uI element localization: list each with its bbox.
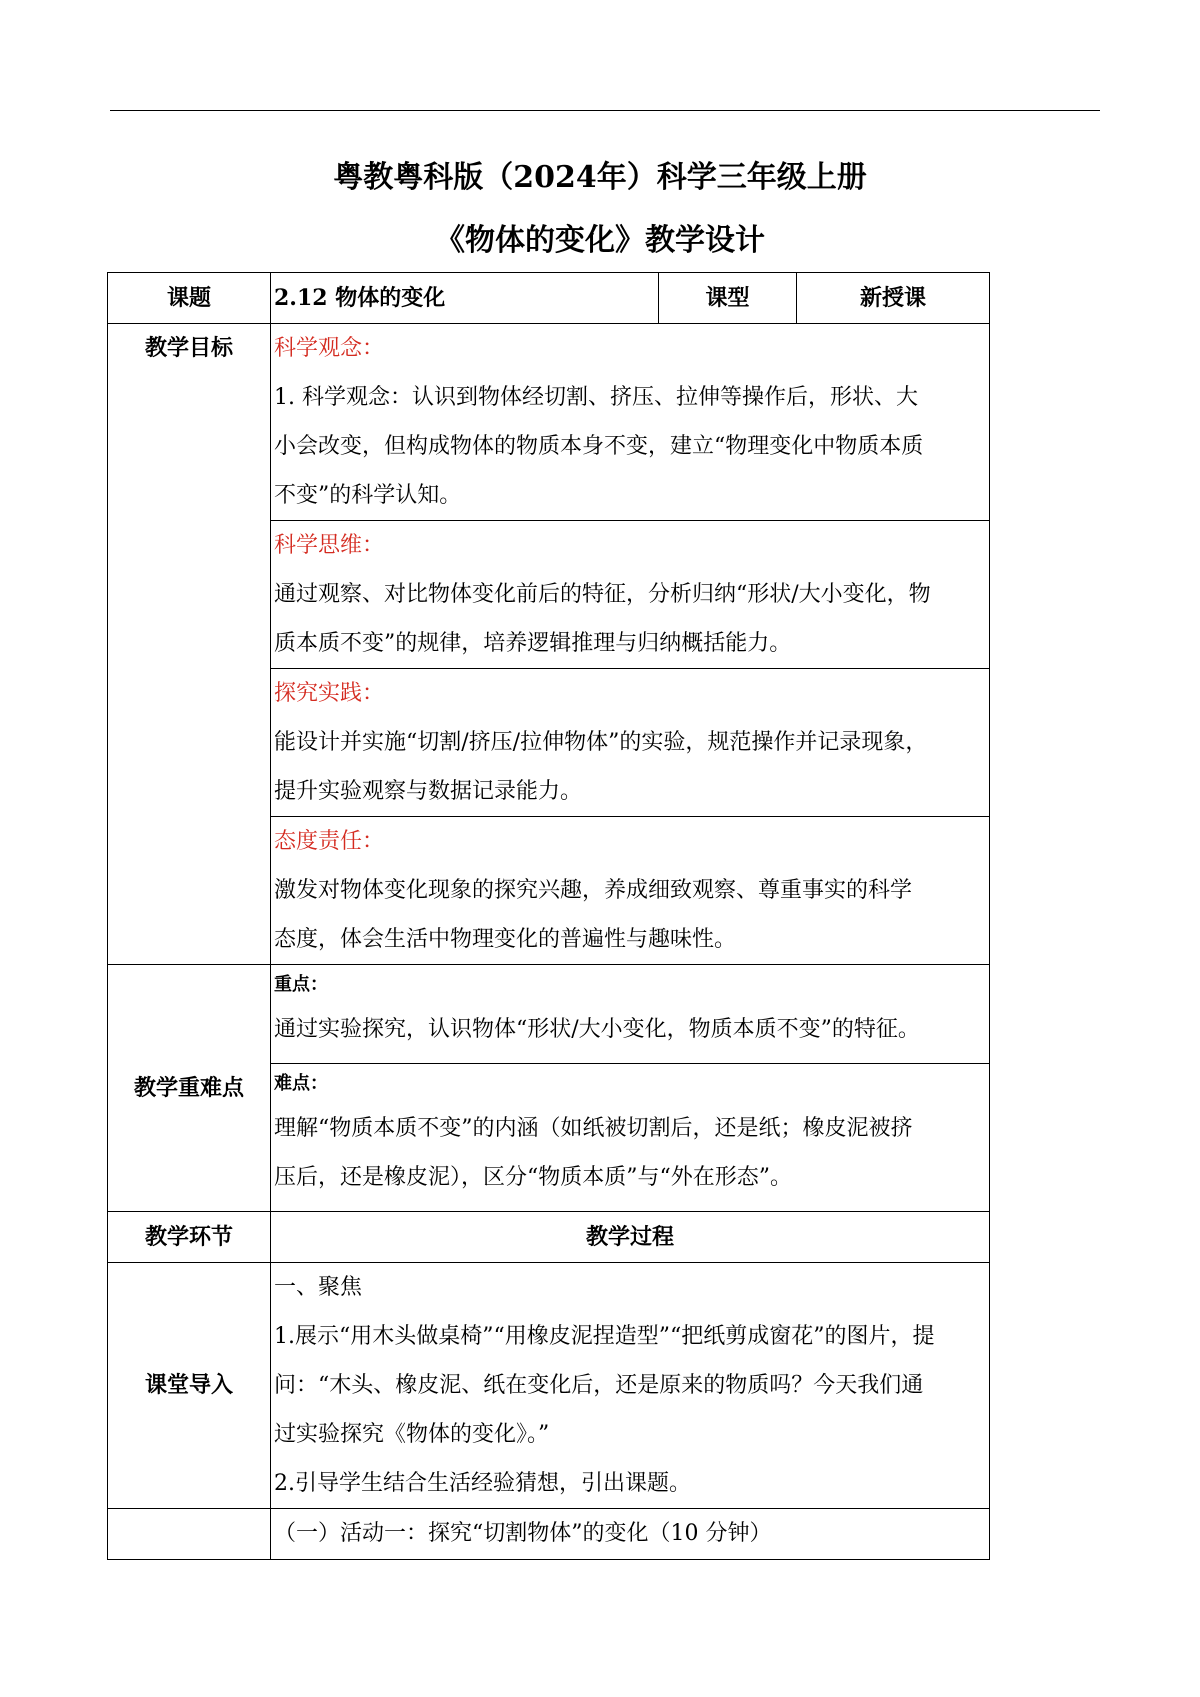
attitude-line: 激发对物体变化现象的探究兴趣，养成细致观察、尊重事实的科学 xyxy=(274,878,913,903)
thinking-heading: 科学思维： xyxy=(274,533,385,558)
attitude-line: 态度，体会生活中物理变化的普遍性与趣味性。 xyxy=(274,927,737,952)
topic-value: 2.12 物体的变化 xyxy=(271,273,659,324)
key-point-cell xyxy=(271,965,990,1064)
objective-concept-cell xyxy=(271,324,990,521)
key-point-row xyxy=(108,965,990,1064)
activity-row xyxy=(108,1509,990,1560)
difficult-point-cell xyxy=(271,1064,990,1212)
difficult-point-line: 理解“物质本质不变”的内涵（如纸被切割后，还是纸；橡皮泥被挤 xyxy=(274,1116,913,1141)
practice-line: 能设计并实施“切割/挤压/拉伸物体”的实验，规范操作并记录现象， xyxy=(274,730,928,755)
objective-attitude-cell xyxy=(271,817,990,965)
lesson-type-label: 课型 xyxy=(659,273,797,324)
intro-line: 2.引导学生结合生活经验猜想，引出课题。 xyxy=(274,1471,691,1496)
objective-concept-row xyxy=(108,324,990,521)
objectives-label: 教学目标 xyxy=(108,324,271,965)
document-title: 粤教粤科版（2024年）科学三年级上册 xyxy=(333,160,867,195)
intro-row xyxy=(108,1263,990,1509)
lesson-plan-table xyxy=(107,272,990,1560)
intro-label: 课堂导入 xyxy=(108,1263,271,1509)
concept-line: 不变”的科学认知。 xyxy=(274,483,462,508)
key-points-label: 教学重难点 xyxy=(108,965,271,1212)
intro-line: 问：“木头、橡皮泥、纸在变化后，还是原来的物质吗？今天我们通 xyxy=(274,1373,924,1398)
practice-line: 提升实验观察与数据记录能力。 xyxy=(274,779,583,804)
intro-cell xyxy=(271,1263,990,1509)
practice-heading: 探究实践： xyxy=(274,681,385,706)
intro-line: 一、聚焦 xyxy=(274,1275,363,1300)
lesson-type-value: 新授课 xyxy=(797,273,990,324)
intro-line: 1.展示“用木头做桌椅”“用橡皮泥捏造型”“把纸剪成窗花”的图片，提 xyxy=(274,1324,935,1349)
header-row xyxy=(108,273,990,324)
key-point-heading: 重点： xyxy=(274,974,328,995)
topic-label: 课题 xyxy=(108,273,271,324)
activity-label xyxy=(108,1509,271,1560)
activity-cell: （一）活动一：探究“切割物体”的变化（10 分钟） xyxy=(271,1509,990,1560)
thinking-line: 质本质不变”的规律，培养逻辑推理与归纳概括能力。 xyxy=(274,631,792,656)
attitude-heading: 态度责任： xyxy=(274,829,385,854)
concept-heading: 科学观念： xyxy=(274,336,385,361)
document-subtitle: 《物体的变化》教学设计 xyxy=(435,223,765,258)
objective-thinking-cell xyxy=(271,521,990,669)
concept-line: 1. 科学观念：认识到物体经切割、挤压、拉伸等操作后，形状、大 xyxy=(274,385,918,410)
process-label: 教学过程 xyxy=(271,1212,990,1263)
difficult-point-line: 压后，还是橡皮泥），区分“物质本质”与“外在形态”。 xyxy=(274,1165,792,1190)
stage-label: 教学环节 xyxy=(108,1212,271,1263)
objective-practice-cell xyxy=(271,669,990,817)
process-header-row xyxy=(108,1212,990,1263)
thinking-line: 通过观察、对比物体变化前后的特征，分析归纳“形状/大小变化，物 xyxy=(274,582,931,607)
difficult-point-heading: 难点： xyxy=(274,1073,328,1094)
intro-line: 过实验探究《物体的变化》。” xyxy=(274,1422,550,1447)
concept-line: 小会改变，但构成物体的物质本身不变，建立“物理变化中物质本质 xyxy=(274,434,924,459)
header-rule xyxy=(110,110,1100,111)
key-point-line: 通过实验探究，认识物体“形状/大小变化，物质本质不变”的特征。 xyxy=(274,1017,920,1042)
